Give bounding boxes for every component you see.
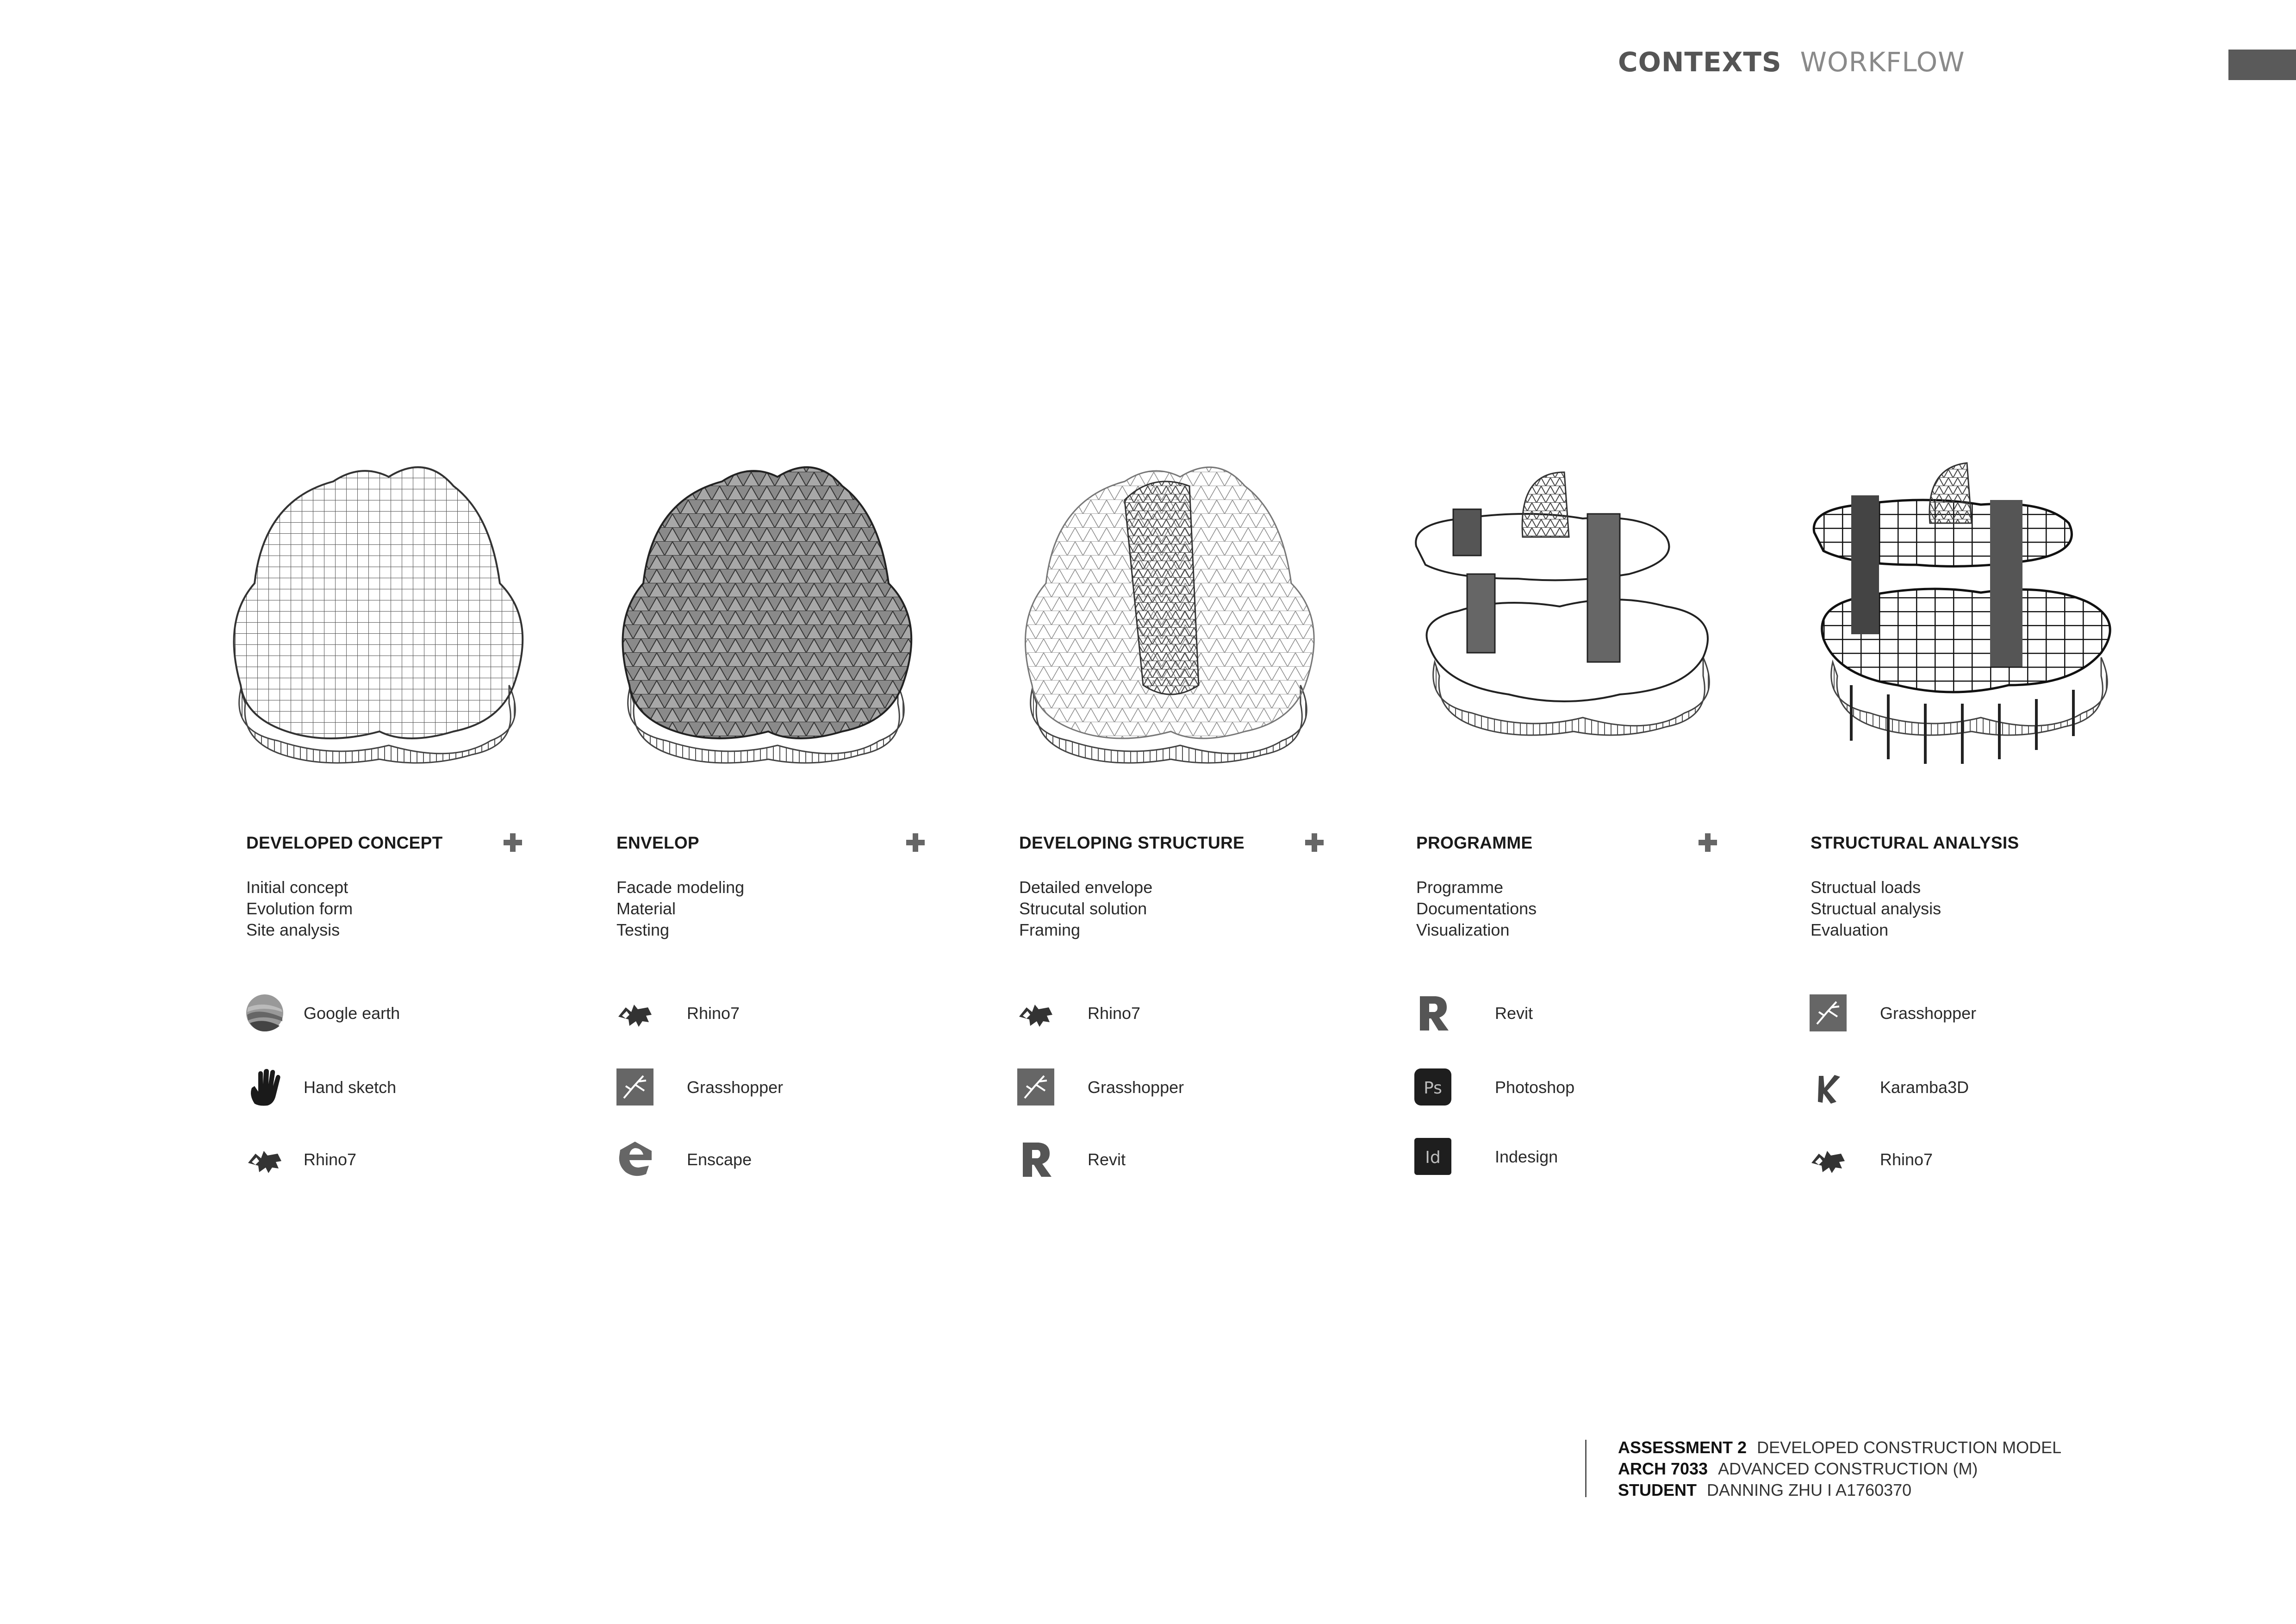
structure-model-illustration bbox=[1004, 444, 1347, 778]
footer-value: DANNING ZHU I A1760370 bbox=[1707, 1480, 1912, 1499]
list-item: Evolution form bbox=[246, 899, 353, 918]
column-title: ENVELOP bbox=[616, 833, 699, 852]
grasshopper-icon bbox=[616, 1068, 654, 1106]
column-title: PROGRAMME bbox=[1416, 833, 1533, 852]
tool-label: Hand sketch bbox=[304, 1078, 397, 1097]
tool-label: Google earth bbox=[304, 1004, 400, 1023]
list-item: Framing bbox=[1019, 920, 1081, 939]
list-item: Structual loads bbox=[1811, 878, 1921, 897]
revit-icon bbox=[1016, 1140, 1055, 1179]
tool-label: Rhino7 bbox=[1088, 1004, 1141, 1023]
header-tab-marker bbox=[2228, 50, 2296, 80]
plus-icon bbox=[1699, 833, 1717, 852]
grasshopper-icon bbox=[1809, 993, 1848, 1032]
column-title: DEVELOPED CONCEPT bbox=[246, 833, 443, 852]
tool-indesign bbox=[1413, 1137, 1558, 1176]
plus-icon bbox=[906, 833, 925, 852]
tool-label: Indesign bbox=[1495, 1147, 1558, 1166]
structural-analysis-model-illustration bbox=[1805, 444, 2147, 778]
footer-key: STUDENT bbox=[1618, 1480, 1697, 1499]
tool-karamba bbox=[1809, 1068, 1969, 1106]
tool-photoshop bbox=[1413, 1068, 1575, 1106]
tool-label: Rhino7 bbox=[687, 1004, 740, 1023]
list-item: Initial concept bbox=[246, 878, 348, 897]
title-workflow: WORKFLOW bbox=[1800, 46, 1965, 78]
google-earth-icon bbox=[245, 993, 284, 1032]
footer-row-student bbox=[1618, 1480, 2061, 1501]
concept-model-illustration bbox=[213, 444, 555, 778]
list-item: Material bbox=[616, 899, 676, 918]
tool-label: Revit bbox=[1495, 1004, 1533, 1023]
list-item: Programme bbox=[1416, 878, 1504, 897]
list-item: Site analysis bbox=[246, 920, 340, 939]
enscape-icon bbox=[616, 1140, 654, 1179]
rhino-icon bbox=[1016, 993, 1055, 1032]
footer-row-course bbox=[1618, 1458, 2061, 1480]
footer-key: ASSESSMENT 2 bbox=[1618, 1438, 1747, 1457]
footer-info bbox=[1618, 1437, 2061, 1501]
page-title bbox=[1618, 46, 1965, 78]
tool-revit bbox=[1016, 1140, 1126, 1179]
tool-grasshopper bbox=[1016, 1068, 1184, 1106]
plus-icon bbox=[504, 833, 522, 852]
list-item: Documentations bbox=[1416, 899, 1537, 918]
tool-enscape bbox=[616, 1140, 752, 1179]
photoshop-icon bbox=[1413, 1068, 1452, 1106]
tool-label: Enscape bbox=[687, 1150, 752, 1169]
karamba-icon bbox=[1809, 1068, 1848, 1106]
photoshop-glyph: Ps bbox=[1424, 1079, 1442, 1098]
programme-model-illustration bbox=[1407, 444, 1749, 778]
tool-label: Grasshopper bbox=[1880, 1004, 1977, 1023]
indesign-glyph: Id bbox=[1425, 1148, 1441, 1167]
column-title: DEVELOPING STRUCTURE bbox=[1019, 833, 1245, 852]
list-item: Evaluation bbox=[1811, 920, 1889, 939]
footer-key: ARCH 7033 bbox=[1618, 1459, 1708, 1478]
tool-rhino bbox=[1016, 993, 1141, 1032]
column-programme bbox=[1416, 833, 1740, 941]
tool-label: Grasshopper bbox=[1088, 1078, 1184, 1097]
list-item: Visualization bbox=[1416, 920, 1510, 939]
column-developing-structure bbox=[1019, 833, 1343, 941]
plus-icon bbox=[1305, 833, 1324, 852]
list-item: Structual analysis bbox=[1811, 899, 1941, 918]
title-contexts: CONTEXTS bbox=[1618, 46, 1782, 78]
column-structural-analysis bbox=[1811, 833, 2134, 941]
rhino-icon bbox=[616, 993, 654, 1032]
tool-label: Photoshop bbox=[1495, 1078, 1575, 1097]
tool-rhino bbox=[616, 993, 740, 1032]
tool-rhino bbox=[245, 1140, 357, 1179]
tool-label: Rhino7 bbox=[304, 1150, 357, 1169]
footer-value: DEVELOPED CONSTRUCTION MODEL bbox=[1757, 1438, 2062, 1457]
tool-google-earth bbox=[245, 993, 400, 1032]
revit-icon bbox=[1413, 993, 1452, 1032]
list-item: Strucutal solution bbox=[1019, 899, 1147, 918]
list-item: Facade modeling bbox=[616, 878, 745, 897]
tool-label: Rhino7 bbox=[1880, 1150, 1933, 1169]
tool-label: Karamba3D bbox=[1880, 1078, 1969, 1097]
tool-rhino bbox=[1809, 1140, 1933, 1179]
footer-value: ADVANCED CONSTRUCTION (M) bbox=[1718, 1459, 1978, 1478]
footer-divider bbox=[1585, 1440, 1587, 1497]
tool-label: Revit bbox=[1088, 1150, 1126, 1169]
column-title: STRUCTURAL ANALYSIS bbox=[1811, 833, 2019, 852]
hand-icon bbox=[245, 1068, 284, 1106]
tool-label: Grasshopper bbox=[687, 1078, 784, 1097]
footer-row-assessment bbox=[1618, 1437, 2061, 1458]
indesign-icon bbox=[1413, 1137, 1452, 1176]
tool-revit bbox=[1413, 993, 1533, 1032]
grasshopper-icon bbox=[1016, 1068, 1055, 1106]
list-item: Testing bbox=[616, 920, 670, 939]
rhino-icon bbox=[1809, 1140, 1848, 1179]
rhino-icon bbox=[245, 1140, 284, 1179]
envelop-model-illustration bbox=[602, 444, 944, 778]
tool-grasshopper bbox=[1809, 993, 1977, 1032]
list-item: Detailed envelope bbox=[1019, 878, 1153, 897]
column-envelop bbox=[616, 833, 940, 941]
tool-hand-sketch bbox=[245, 1068, 397, 1106]
tool-grasshopper bbox=[616, 1068, 784, 1106]
